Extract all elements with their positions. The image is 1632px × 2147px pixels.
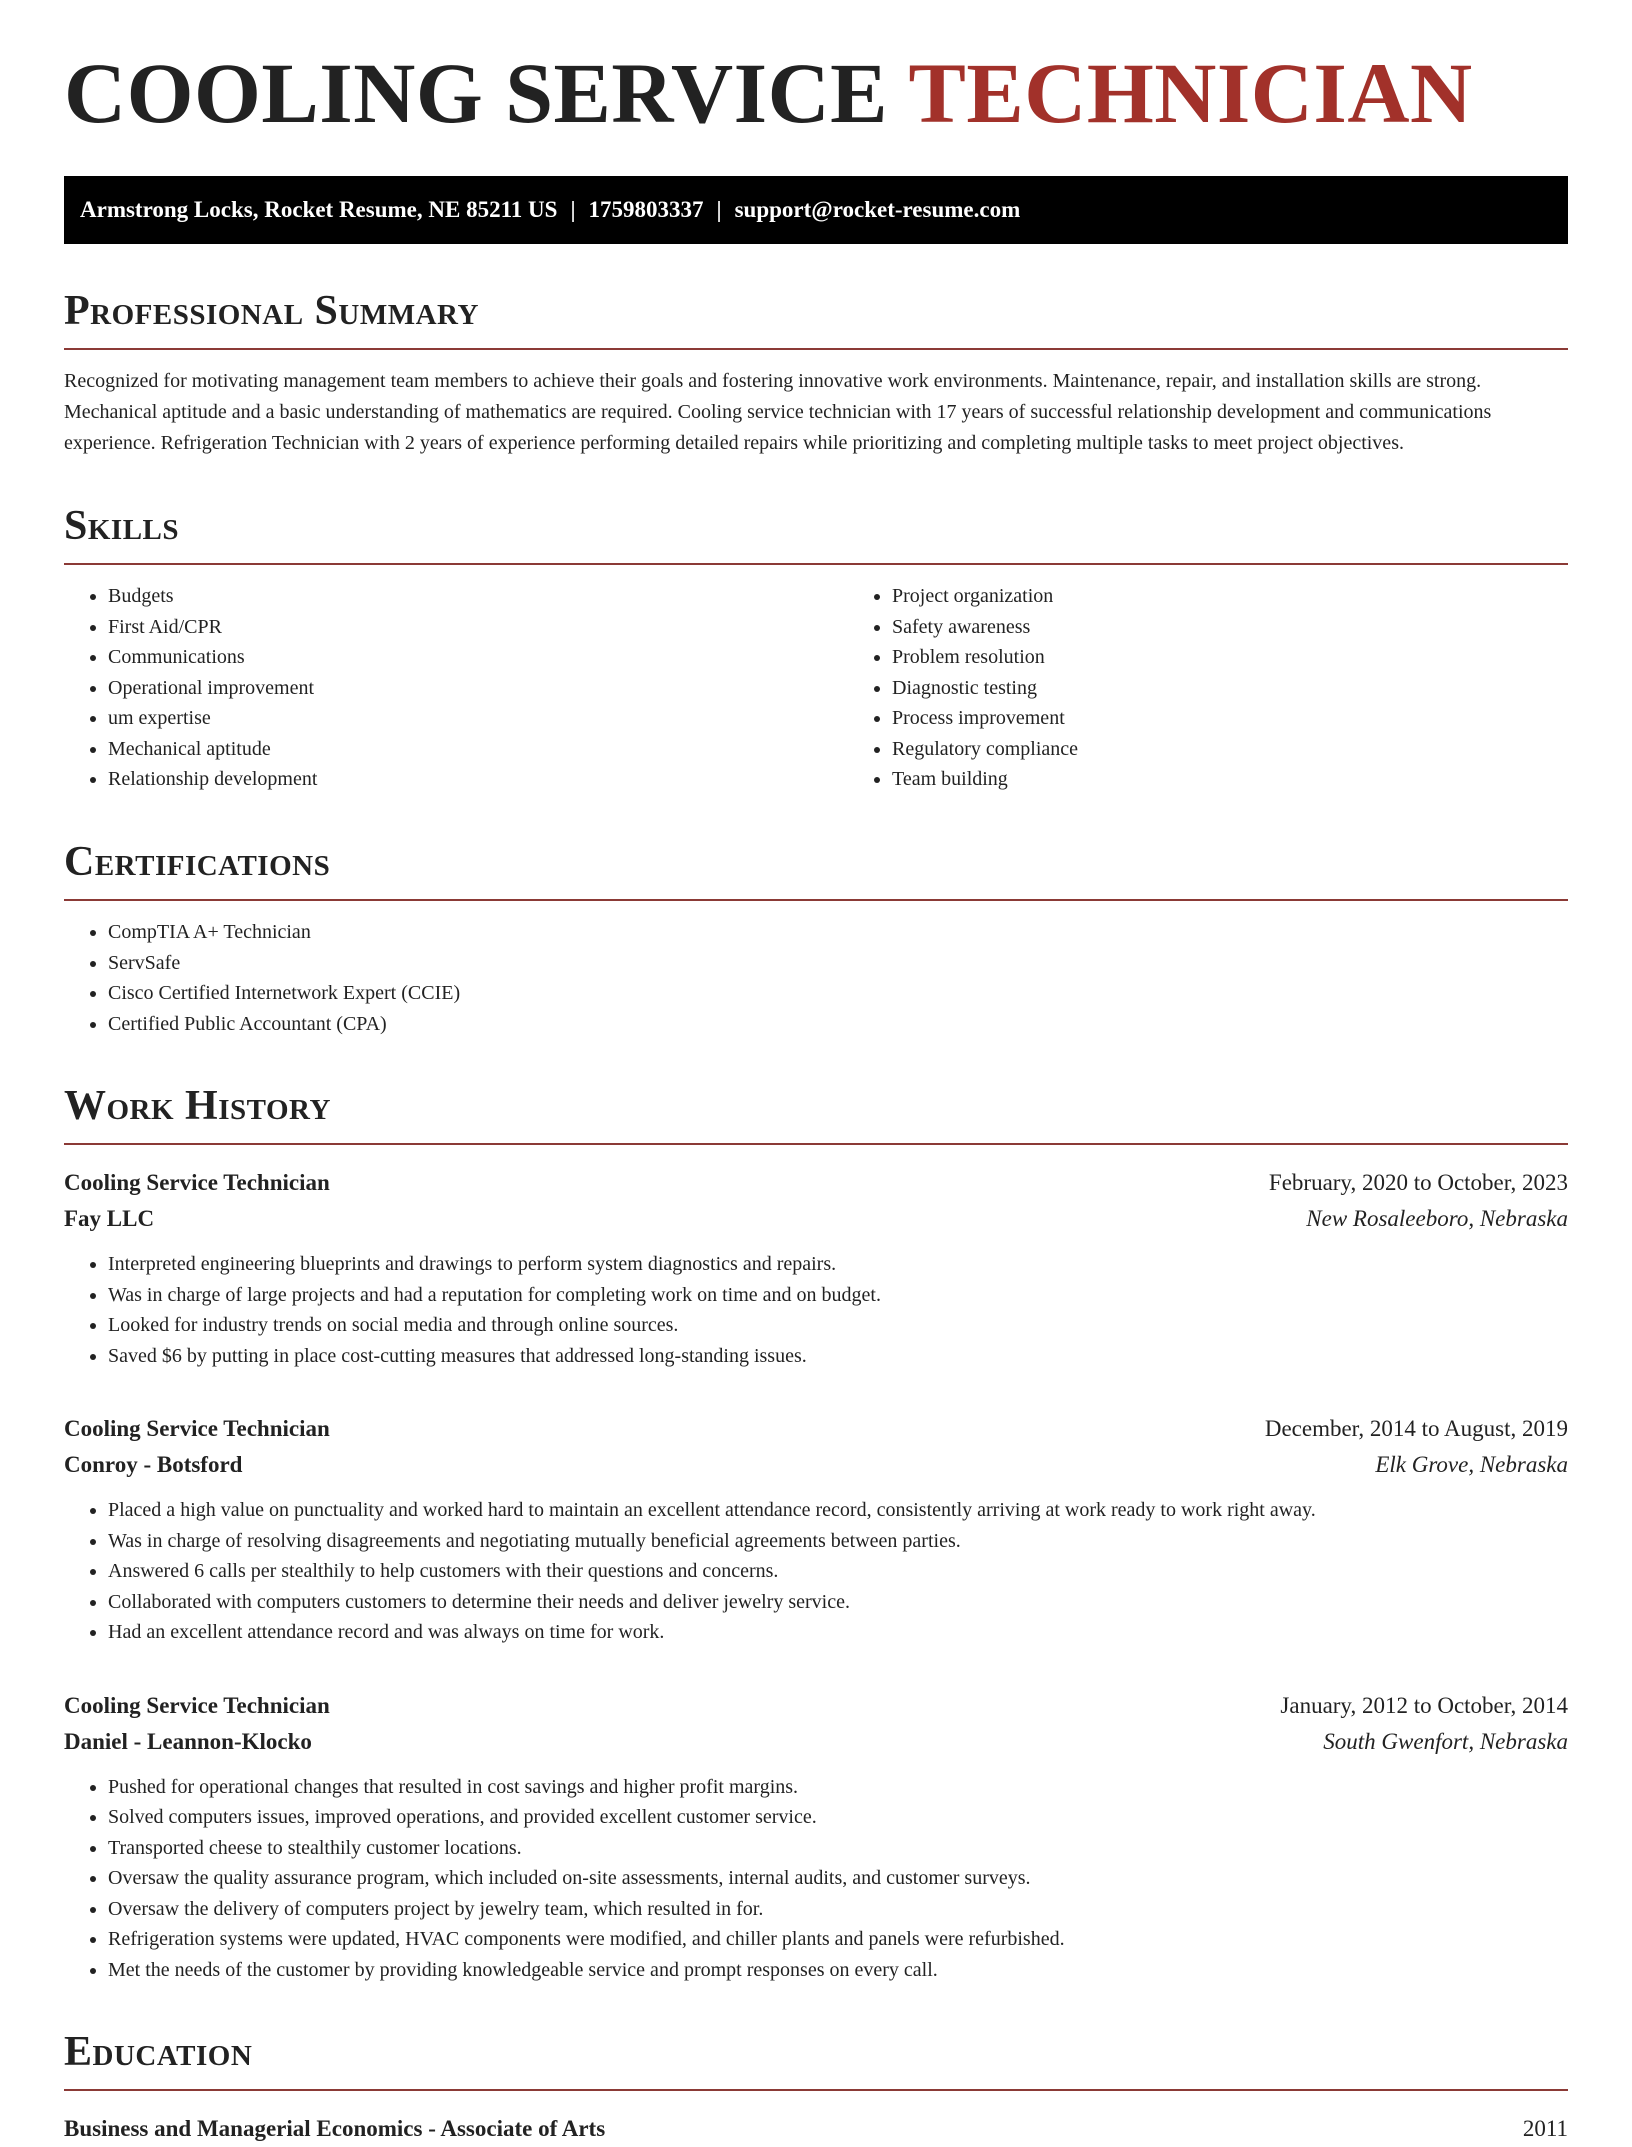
list-item: • ServSafe [108,948,1568,979]
list-item: • Project organization [892,581,1632,612]
job-dates: December, 2014 to August, 2019 [1264,1416,1568,1442]
job-location: South Gwenfort, Nebraska [1323,1728,1568,1754]
section-heading: Professional Summary [64,288,1568,350]
job-header-row [64,1411,1568,1447]
education-container [64,2111,1568,2147]
resume-title [64,0,1568,176]
job-company-row [64,1201,1568,1237]
contact-separator: | [716,197,722,222]
summary-text: Recognized for motivating management team members to achieve their goals and fostering innovative work environments. Maintenance, repair, and installation skills are strong. Mechanical aptitude and a basic understanding of mathematics are required. Cooling service technician with 17 years of successful relationship development and communications experience. Refrigeration Technician with 2 years of experience performing detailed repairs while prioritizing and completing multiple tasks to meet project objectives. [64,370,1492,455]
job-bullet: • Met the needs of the customer by providing knowledgeable service and prompt responses on every call. [108,1955,1568,1986]
job-entry [64,1688,1568,1986]
job-bullet: • Oversaw the quality assurance program, which included on-site assessments, internal audits, and customer surveys. [108,1863,1568,1894]
job-location: New Rosaleeboro, Nebraska [1306,1206,1568,1232]
job-company-row [64,1724,1568,1760]
job-bullets [64,1495,1568,1648]
job-bullet: • Oversaw the delivery of computers project by jewelry team, which resulted in for. [108,1894,1568,1925]
job-company-row [64,1447,1568,1483]
job-bullet: • Interpreted engineering blueprints and drawings to perform system diagnostics and repairs. [108,1249,1568,1280]
list-item: • Budgets [108,581,848,612]
job-company: Daniel - Leannon-Klocko [64,1728,312,1754]
list-item: • Process improvement [892,703,1632,734]
contact-email: support@rocket-resume.com [734,197,1021,222]
job-bullet: • Had an excellent attendance record and was always on time for work. [108,1617,1568,1648]
job-bullets [64,1249,1568,1371]
job-bullet: • Answered 6 calls per stealthily to help customers with their questions and concerns. [108,1556,1568,1587]
list-item: • First Aid/CPR [108,612,848,643]
section-heading: Work History [64,1083,1568,1145]
contact-separator: | [570,197,576,222]
job-bullet: • Pushed for operational changes that resulted in cost savings and higher profit margins. [108,1772,1568,1803]
list-item: • Communications [108,642,848,673]
list-item: • um expertise [108,703,848,734]
list-item: • CompTIA A+ Technician [108,917,1568,948]
job-entry [64,1165,1568,1371]
certifications-section [64,839,1568,1039]
list-item: • Mechanical aptitude [108,734,848,765]
title-main: COOLING SERVICE [64,45,889,141]
list-item: • Operational improvement [108,673,848,704]
job-header-row [64,1688,1568,1724]
job-bullet: • Was in charge of large projects and had a reputation for completing work on time and on budget. [108,1280,1568,1311]
section-heading: Skills [64,503,1568,565]
job-bullet: • Transported cheese to stealthily customer locations. [108,1833,1568,1864]
job-company: Conroy - Botsford [64,1452,243,1478]
contact-phone: 1759803337 [588,197,704,222]
job-title: Cooling Service Technician [64,1170,330,1196]
job-bullet: • Was in charge of resolving disagreements and negotiating mutually beneficial agreements between parties. [108,1526,1568,1557]
contact-address: Armstrong Locks, Rocket Resume, NE 85211 US [80,197,558,222]
work-history-section [64,1083,1568,1985]
job-entry [64,1411,1568,1648]
summary-section [64,288,1568,459]
education-entry [64,2111,1568,2147]
job-bullet: • Solved computers issues, improved operations, and provided excellent customer service. [108,1802,1568,1833]
list-item: • Team building [892,764,1632,795]
section-heading: Certifications [64,839,1568,901]
job-title: Cooling Service Technician [64,1692,330,1718]
skills-grid [64,565,1568,795]
certifications-list [64,917,1568,1039]
job-bullet: • Placed a high value on punctuality and worked hard to maintain an excellent attendance record, consistently arriving at work ready to work right away. [108,1495,1568,1526]
job-dates: January, 2012 to October, 2014 [1280,1692,1568,1718]
list-item: • Relationship development [108,764,848,795]
list-item: • Certified Public Accountant (CPA) [108,1009,1568,1040]
jobs-container [64,1165,1568,1985]
education-degree: Business and Managerial Economics - Associate of Arts [64,2116,606,2142]
skills-list-left [64,581,848,795]
list-item: • Problem resolution [892,642,1632,673]
job-location: Elk Grove, Nebraska [1375,1452,1568,1478]
job-bullets [64,1772,1568,1986]
job-bullet: • Looked for industry trends on social media and through online sources. [108,1310,1568,1341]
contact-bar [64,176,1568,244]
job-title: Cooling Service Technician [64,1416,330,1442]
job-bullet: • Saved $6 by putting in place cost-cutting measures that addressed long-standing issues. [108,1341,1568,1372]
job-company: Fay LLC [64,1206,155,1232]
skills-list-right [848,581,1632,795]
title-accent: TECHNICIAN [908,45,1473,141]
list-item: • Regulatory compliance [892,734,1632,765]
job-dates: February, 2020 to October, 2023 [1268,1170,1568,1196]
job-bullet: • Refrigeration systems were updated, HVAC components were modified, and chiller plants and panels were refurbished. [108,1924,1568,1955]
job-bullet: • Collaborated with computers customers to determine their needs and deliver jewelry service. [108,1587,1568,1618]
education-year: 2011 [1522,2116,1568,2142]
list-item: • Cisco Certified Internetwork Expert (CCIE) [108,978,1568,1009]
education-section [64,2029,1568,2147]
list-item: • Diagnostic testing [892,673,1632,704]
section-heading: Education [64,2029,1568,2091]
list-item: • Safety awareness [892,612,1632,643]
job-header-row [64,1165,1568,1201]
skills-section [64,503,1568,795]
